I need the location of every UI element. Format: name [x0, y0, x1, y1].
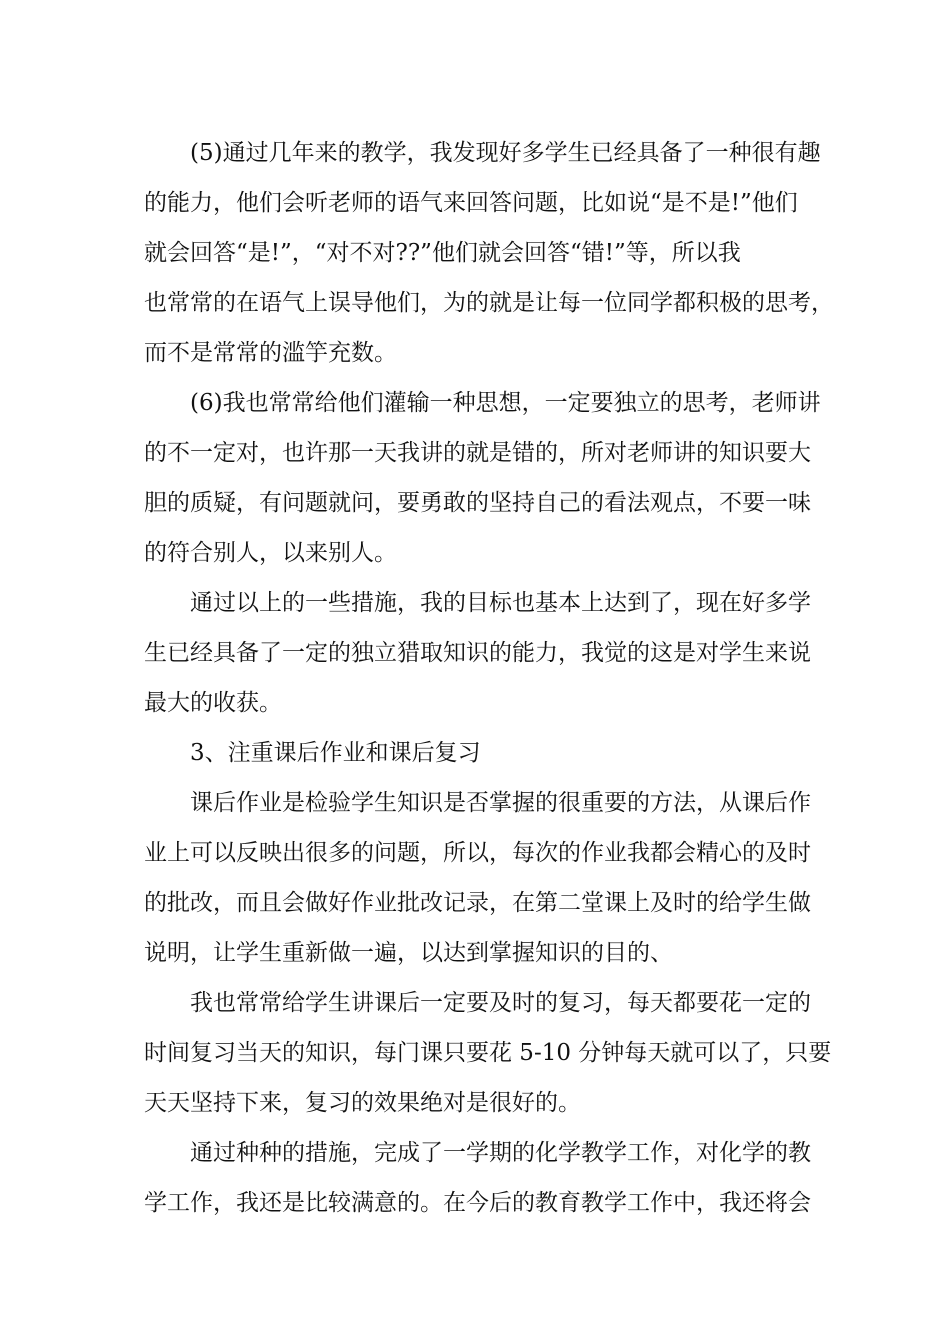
text-line: (5)通过几年来的教学，我发现好多学生已经具备了一种很有趣 [190, 140, 821, 166]
text-line: 的能力，他们会听老师的语气来回答问题，比如说“是不是!”他们 [144, 190, 798, 216]
text-line: 最大的收获。 [144, 690, 282, 716]
paragraph-6 [144, 378, 824, 578]
text-line: 通过种种的措施，完成了一学期的化学教学工作，对化学的教 [190, 1140, 811, 1166]
paragraph-homework [144, 778, 824, 978]
text-line: 我也常常给学生讲课后一定要及时的复习，每天都要花一定的 [190, 990, 811, 1016]
text-line: 天天坚持下来，复习的效果绝对是很好的。 [144, 1090, 581, 1116]
text-line: 业上可以反映出很多的问题，所以，每次的作业我都会精心的及时 [144, 840, 811, 866]
text-line: 课后作业是检验学生知识是否掌握的很重要的方法，从课后作 [190, 790, 811, 816]
text-line: 学工作，我还是比较满意的。在今后的教育教学工作中，我还将会 [144, 1190, 811, 1216]
text-line: 通过以上的一些措施，我的目标也基本上达到了，现在好多学 [190, 590, 811, 616]
text-line: 的不一定对，也许那一天我讲的就是错的，所对老师讲的知识要大 [144, 440, 811, 466]
text-line: 就会回答“是!”，“对不对??”他们就会回答“错!”等，所以我 [144, 240, 741, 266]
paragraph-conclusion [144, 1128, 824, 1228]
section-heading-text: 3、注重课后作业和课后复习 [190, 740, 481, 766]
text-line: 时间复习当天的知识，每门课只要花 5-10 分钟每天就可以了，只要 [144, 1040, 832, 1066]
paragraph-review [144, 978, 832, 1128]
text-line: 生已经具备了一定的独立猎取知识的能力，我觉的这是对学生来说 [144, 640, 811, 666]
text-line: 而不是常常的滥竽充数。 [144, 340, 397, 366]
text-line: (6)我也常常给他们灌输一种思想，一定要独立的思考，老师讲 [190, 390, 821, 416]
paragraph-summary [144, 578, 824, 728]
document-body [144, 128, 834, 1228]
text-line: 的批改，而且会做好作业批改记录，在第二堂课上及时的给学生做 [144, 890, 811, 916]
paragraph-5 [144, 128, 834, 378]
text-line: 胆的质疑，有问题就问，要勇敢的坚持自己的看法观点，不要一味 [144, 490, 811, 516]
text-line: 说明，让学生重新做一遍，以达到掌握知识的目的、 [144, 940, 673, 966]
section-heading [144, 728, 824, 778]
text-line: 也常常的在语气上误导他们，为的就是让每一位同学都积极的思考， [144, 290, 834, 316]
text-line: 的符合别人，以来别人。 [144, 540, 397, 566]
